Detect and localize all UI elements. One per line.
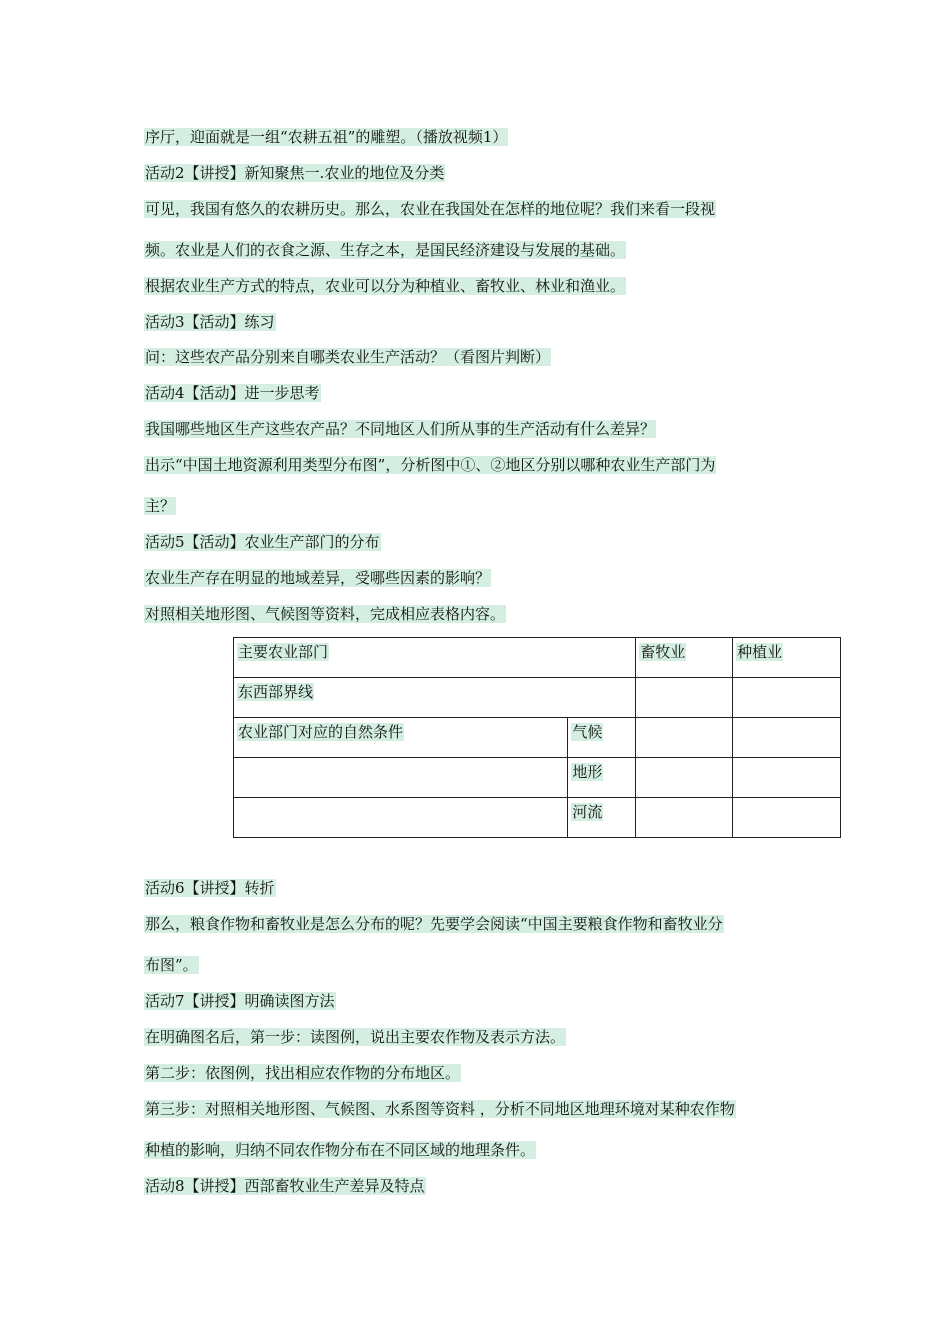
text-line: 序厅，迎面就是一组“农耕五祖”的雕塑。（播放视频1） bbox=[145, 128, 508, 146]
table-cell bbox=[733, 718, 841, 758]
table-row bbox=[234, 758, 841, 798]
table-row bbox=[234, 718, 841, 758]
table-row bbox=[234, 678, 841, 718]
table-cell bbox=[733, 678, 841, 718]
text-line: 问：这些农产品分别来自哪类农业生产活动？（看图片判断） bbox=[145, 348, 551, 366]
text-line: 种植的影响，归纳不同农作物分布在不同区域的地理条件。 bbox=[145, 1141, 536, 1159]
agriculture-table bbox=[233, 637, 841, 838]
text-line: 活动8【讲授】西部畜牧业生产差异及特点 bbox=[145, 1177, 425, 1195]
table-cell: 农业部门对应的自然条件 bbox=[234, 718, 568, 758]
text-line: 在明确图名后，第一步：读图例，说出主要农作物及表示方法。 bbox=[145, 1028, 566, 1046]
table-cell bbox=[636, 758, 733, 798]
text-line: 第三步：对照相关地形图、气候图、水系图等资料 ，分析不同地区地理环境对某种农作物 bbox=[145, 1100, 735, 1118]
text-line: 活动6【讲授】转折 bbox=[145, 879, 275, 897]
text-line: 出示“中国土地资源利用类型分布图”，分析图中①、②地区分别以哪种农业生产部门为 bbox=[145, 456, 716, 474]
table-cell: 地形 bbox=[568, 758, 636, 798]
text-line: 根据农业生产方式的特点，农业可以分为种植业、畜牧业、林业和渔业。 bbox=[145, 277, 626, 295]
table-cell: 河流 bbox=[568, 798, 636, 838]
table-cell bbox=[733, 758, 841, 798]
text-line: 对照相关地形图、气候图等资料，完成相应表格内容。 bbox=[145, 605, 506, 623]
text-line: 那么，粮食作物和畜牧业是怎么分布的呢？先要学会阅读“中国主要粮食作物和畜牧业分 bbox=[145, 915, 723, 933]
table-cell: 畜牧业 bbox=[636, 638, 733, 678]
table-cell: 主要农业部门 bbox=[234, 638, 636, 678]
table-row bbox=[234, 798, 841, 838]
table-row bbox=[234, 638, 841, 678]
table-cell: 气候 bbox=[568, 718, 636, 758]
table-cell: 东西部界线 bbox=[234, 678, 636, 718]
text-line: 活动4【活动】进一步思考 bbox=[145, 384, 320, 402]
table-cell bbox=[636, 798, 733, 838]
text-line: 布图”。 bbox=[145, 956, 198, 974]
table-cell bbox=[234, 798, 568, 838]
text-line: 频。农业是人们的衣食之源、生存之本，是国民经济建设与发展的基础。 bbox=[145, 241, 626, 259]
table-cell bbox=[733, 798, 841, 838]
text-line: 活动2【讲授】新知聚焦一.农业的地位及分类 bbox=[145, 164, 445, 182]
text-line: 农业生产存在明显的地域差异，受哪些因素的影响？ bbox=[145, 569, 491, 587]
table-cell: 种植业 bbox=[733, 638, 841, 678]
text-line: 活动7【讲授】明确读图方法 bbox=[145, 992, 335, 1010]
table-cell bbox=[636, 718, 733, 758]
text-line: 活动3【活动】练习 bbox=[145, 313, 275, 331]
text-line: 活动5【活动】农业生产部门的分布 bbox=[145, 533, 380, 551]
text-line: 可见，我国有悠久的农耕历史。那么，农业在我国处在怎样的地位呢？我们来看一段视 bbox=[145, 200, 716, 218]
table-cell bbox=[234, 758, 568, 798]
text-line: 主？ bbox=[145, 497, 176, 515]
table-cell bbox=[636, 678, 733, 718]
text-line: 我国哪些地区生产这些农产品？不同地区人们所从事的生产活动有什么差异？ bbox=[145, 420, 656, 438]
text-line: 第二步：依图例，找出相应农作物的分布地区。 bbox=[145, 1064, 461, 1082]
